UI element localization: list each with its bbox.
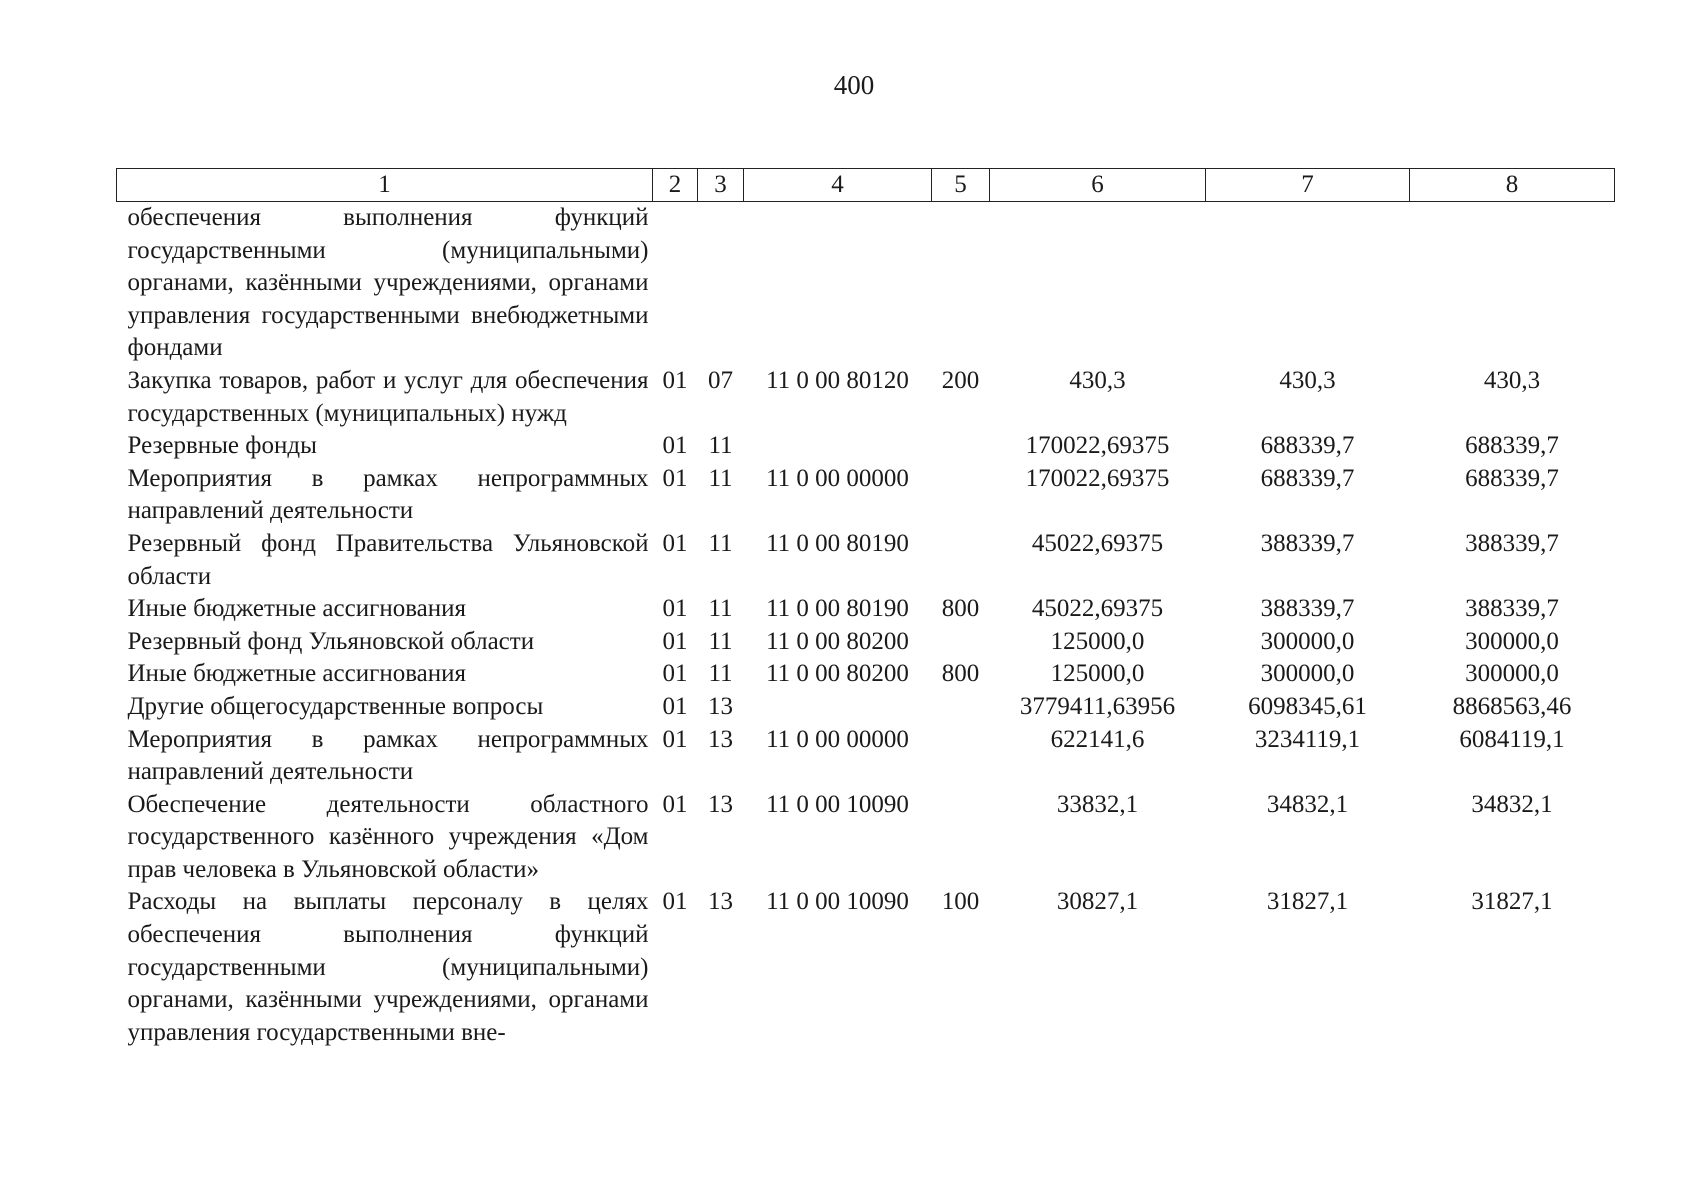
row-section bbox=[653, 202, 698, 365]
table-row bbox=[117, 430, 1615, 463]
row-target-item: 11 0 00 80120 bbox=[766, 366, 909, 394]
row-amount-1: 33832,1 bbox=[1056, 790, 1139, 818]
row-amount-3: 34832,1 bbox=[1471, 790, 1553, 818]
row-target-item: 11 0 00 10090 bbox=[766, 888, 909, 916]
row-amount-1: 170022,69375 bbox=[1025, 464, 1170, 492]
table-row bbox=[117, 365, 1615, 430]
row-amount-3: 300000,0 bbox=[1465, 627, 1559, 655]
row-name: Мероприятия в рамках непрограммных направлений деятельности bbox=[127, 725, 649, 786]
row-name: Закупка товаров, работ и услуг для обеспечения государственных (муниципальных) нужд bbox=[127, 366, 649, 427]
row-subsection: 11 bbox=[708, 595, 733, 623]
row-amount-2: 300000,0 bbox=[1260, 627, 1355, 655]
row-target-item: 11 0 00 80200 bbox=[766, 660, 909, 688]
row-amount-1: 125000,0 bbox=[1050, 627, 1145, 655]
row-section: 01 bbox=[662, 692, 688, 720]
row-name: Иные бюджетные ассигнования bbox=[127, 660, 467, 688]
row-amount-2: 6098345,61 bbox=[1248, 692, 1367, 720]
row-section: 01 bbox=[662, 432, 688, 460]
row-amount-2: 688339,7 bbox=[1260, 464, 1355, 492]
row-target-item bbox=[744, 691, 932, 724]
row-expense-type bbox=[932, 463, 990, 528]
row-target-item: 11 0 00 80200 bbox=[766, 627, 909, 655]
row-section: 01 bbox=[662, 529, 688, 557]
row-target-item: 11 0 00 80190 bbox=[766, 529, 909, 557]
column-header: 5 bbox=[932, 169, 990, 202]
row-section: 01 bbox=[662, 725, 688, 753]
row-section: 01 bbox=[662, 790, 688, 818]
row-name: Мероприятия в рамках непрограммных направлений деятельности bbox=[127, 464, 649, 525]
row-subsection: 11 bbox=[708, 627, 733, 655]
row-subsection: 13 bbox=[708, 725, 733, 753]
row-amount-1: 125000,0 bbox=[1050, 660, 1145, 688]
table-row bbox=[117, 724, 1615, 789]
column-header: 6 bbox=[990, 169, 1206, 202]
row-name: Резервные фонды bbox=[127, 432, 317, 460]
row-name: Обеспечение деятельности областного государственного казённого учреждения «Дом прав человека в Ульяновской области» bbox=[127, 790, 649, 883]
row-amount-3: 388339,7 bbox=[1465, 529, 1559, 557]
row-amount-2: 688339,7 bbox=[1260, 432, 1355, 460]
row-amount-3: 430,3 bbox=[1483, 366, 1541, 394]
row-subsection: 13 bbox=[708, 790, 733, 818]
row-name: Иные бюджетные ассигнования bbox=[127, 595, 467, 623]
row-amount-2 bbox=[1206, 202, 1410, 365]
table-row bbox=[117, 626, 1615, 659]
table-body bbox=[117, 202, 1615, 1050]
row-target-item bbox=[744, 430, 932, 463]
row-expense-type: 800 bbox=[941, 660, 980, 688]
row-amount-1 bbox=[990, 202, 1206, 365]
column-header-row bbox=[117, 169, 1615, 202]
row-amount-2: 3234119,1 bbox=[1254, 725, 1361, 753]
column-header: 3 bbox=[698, 169, 744, 202]
row-amount-3: 8868563,46 bbox=[1452, 692, 1572, 720]
column-header: 4 bbox=[744, 169, 932, 202]
row-section: 01 bbox=[662, 660, 688, 688]
row-expense-type bbox=[932, 202, 990, 365]
row-expense-type bbox=[932, 789, 990, 887]
column-header: 8 bbox=[1410, 169, 1615, 202]
row-expense-type bbox=[932, 430, 990, 463]
row-target-item bbox=[744, 202, 932, 365]
row-subsection bbox=[698, 202, 744, 365]
row-expense-type bbox=[932, 626, 990, 659]
row-amount-3: 388339,7 bbox=[1465, 595, 1559, 623]
row-subsection: 11 bbox=[708, 660, 733, 688]
row-name: Расходы на выплаты персоналу в целях обеспечения выполнения функций государственными (муниципальными) органами, казёнными учреждениями, органами управления государственными вне- bbox=[127, 888, 649, 1046]
row-amount-2: 388339,7 bbox=[1260, 529, 1355, 557]
row-section: 01 bbox=[662, 627, 688, 655]
row-subsection: 13 bbox=[708, 888, 733, 916]
row-expense-type: 200 bbox=[941, 366, 980, 394]
table-row bbox=[117, 658, 1615, 691]
row-section: 01 bbox=[662, 464, 688, 492]
row-amount-1: 170022,69375 bbox=[1025, 432, 1170, 460]
row-subsection: 13 bbox=[708, 692, 733, 720]
table-row bbox=[117, 886, 1615, 1049]
row-subsection: 07 bbox=[708, 366, 733, 394]
row-name: Резервный фонд Правительства Ульяновской области bbox=[127, 529, 649, 590]
row-amount-2: 300000,0 bbox=[1260, 660, 1355, 688]
row-subsection: 11 bbox=[708, 432, 733, 460]
row-amount-2: 388339,7 bbox=[1260, 595, 1355, 623]
row-expense-type bbox=[932, 724, 990, 789]
table-row bbox=[117, 789, 1615, 887]
row-amount-1: 622141,6 bbox=[1050, 725, 1145, 753]
column-header: 2 bbox=[653, 169, 698, 202]
row-name: Другие общегосударственные вопросы bbox=[127, 692, 544, 720]
row-subsection: 11 bbox=[708, 464, 733, 492]
column-header: 7 bbox=[1206, 169, 1410, 202]
row-target-item: 11 0 00 80190 bbox=[766, 595, 909, 623]
row-amount-2: 34832,1 bbox=[1266, 790, 1349, 818]
row-expense-type: 800 bbox=[941, 595, 980, 623]
budget-table bbox=[116, 168, 1615, 1049]
row-target-item: 11 0 00 00000 bbox=[766, 725, 909, 753]
row-amount-1: 3779411,63956 bbox=[1019, 692, 1176, 720]
row-expense-type bbox=[932, 691, 990, 724]
row-section: 01 bbox=[662, 366, 688, 394]
row-amount-3 bbox=[1410, 202, 1615, 365]
row-amount-3: 300000,0 bbox=[1465, 660, 1559, 688]
table-row bbox=[117, 202, 1615, 365]
row-name: Резервный фонд Ульяновской области bbox=[127, 627, 535, 655]
row-target-item: 11 0 00 10090 bbox=[766, 790, 909, 818]
row-amount-2: 430,3 bbox=[1279, 366, 1336, 394]
row-amount-1: 45022,69375 bbox=[1031, 595, 1164, 623]
row-amount-3: 6084119,1 bbox=[1459, 725, 1565, 753]
page-number: 400 bbox=[833, 70, 875, 100]
row-amount-3: 31827,1 bbox=[1471, 888, 1553, 916]
table-row bbox=[117, 528, 1615, 593]
budget-sheet bbox=[116, 168, 1614, 1049]
row-amount-1: 30827,1 bbox=[1056, 888, 1139, 916]
row-expense-type bbox=[932, 528, 990, 593]
row-amount-3: 688339,7 bbox=[1465, 464, 1559, 492]
table-row bbox=[117, 691, 1615, 724]
row-amount-3: 688339,7 bbox=[1465, 432, 1559, 460]
row-expense-type: 100 bbox=[941, 888, 980, 916]
row-name: обеспечения выполнения функций государственными (муниципальными) органами, казёнными учреждениями, органами управления государственными внебюджетными фондами bbox=[127, 204, 649, 362]
row-subsection: 11 bbox=[708, 529, 733, 557]
row-amount-1: 430,3 bbox=[1069, 366, 1126, 394]
table-row bbox=[117, 463, 1615, 528]
row-target-item: 11 0 00 00000 bbox=[766, 464, 909, 492]
row-amount-1: 45022,69375 bbox=[1031, 529, 1164, 557]
row-section: 01 bbox=[662, 888, 688, 916]
row-amount-2: 31827,1 bbox=[1266, 888, 1349, 916]
column-header: 1 bbox=[117, 169, 653, 202]
row-section: 01 bbox=[662, 595, 688, 623]
table-row bbox=[117, 593, 1615, 626]
